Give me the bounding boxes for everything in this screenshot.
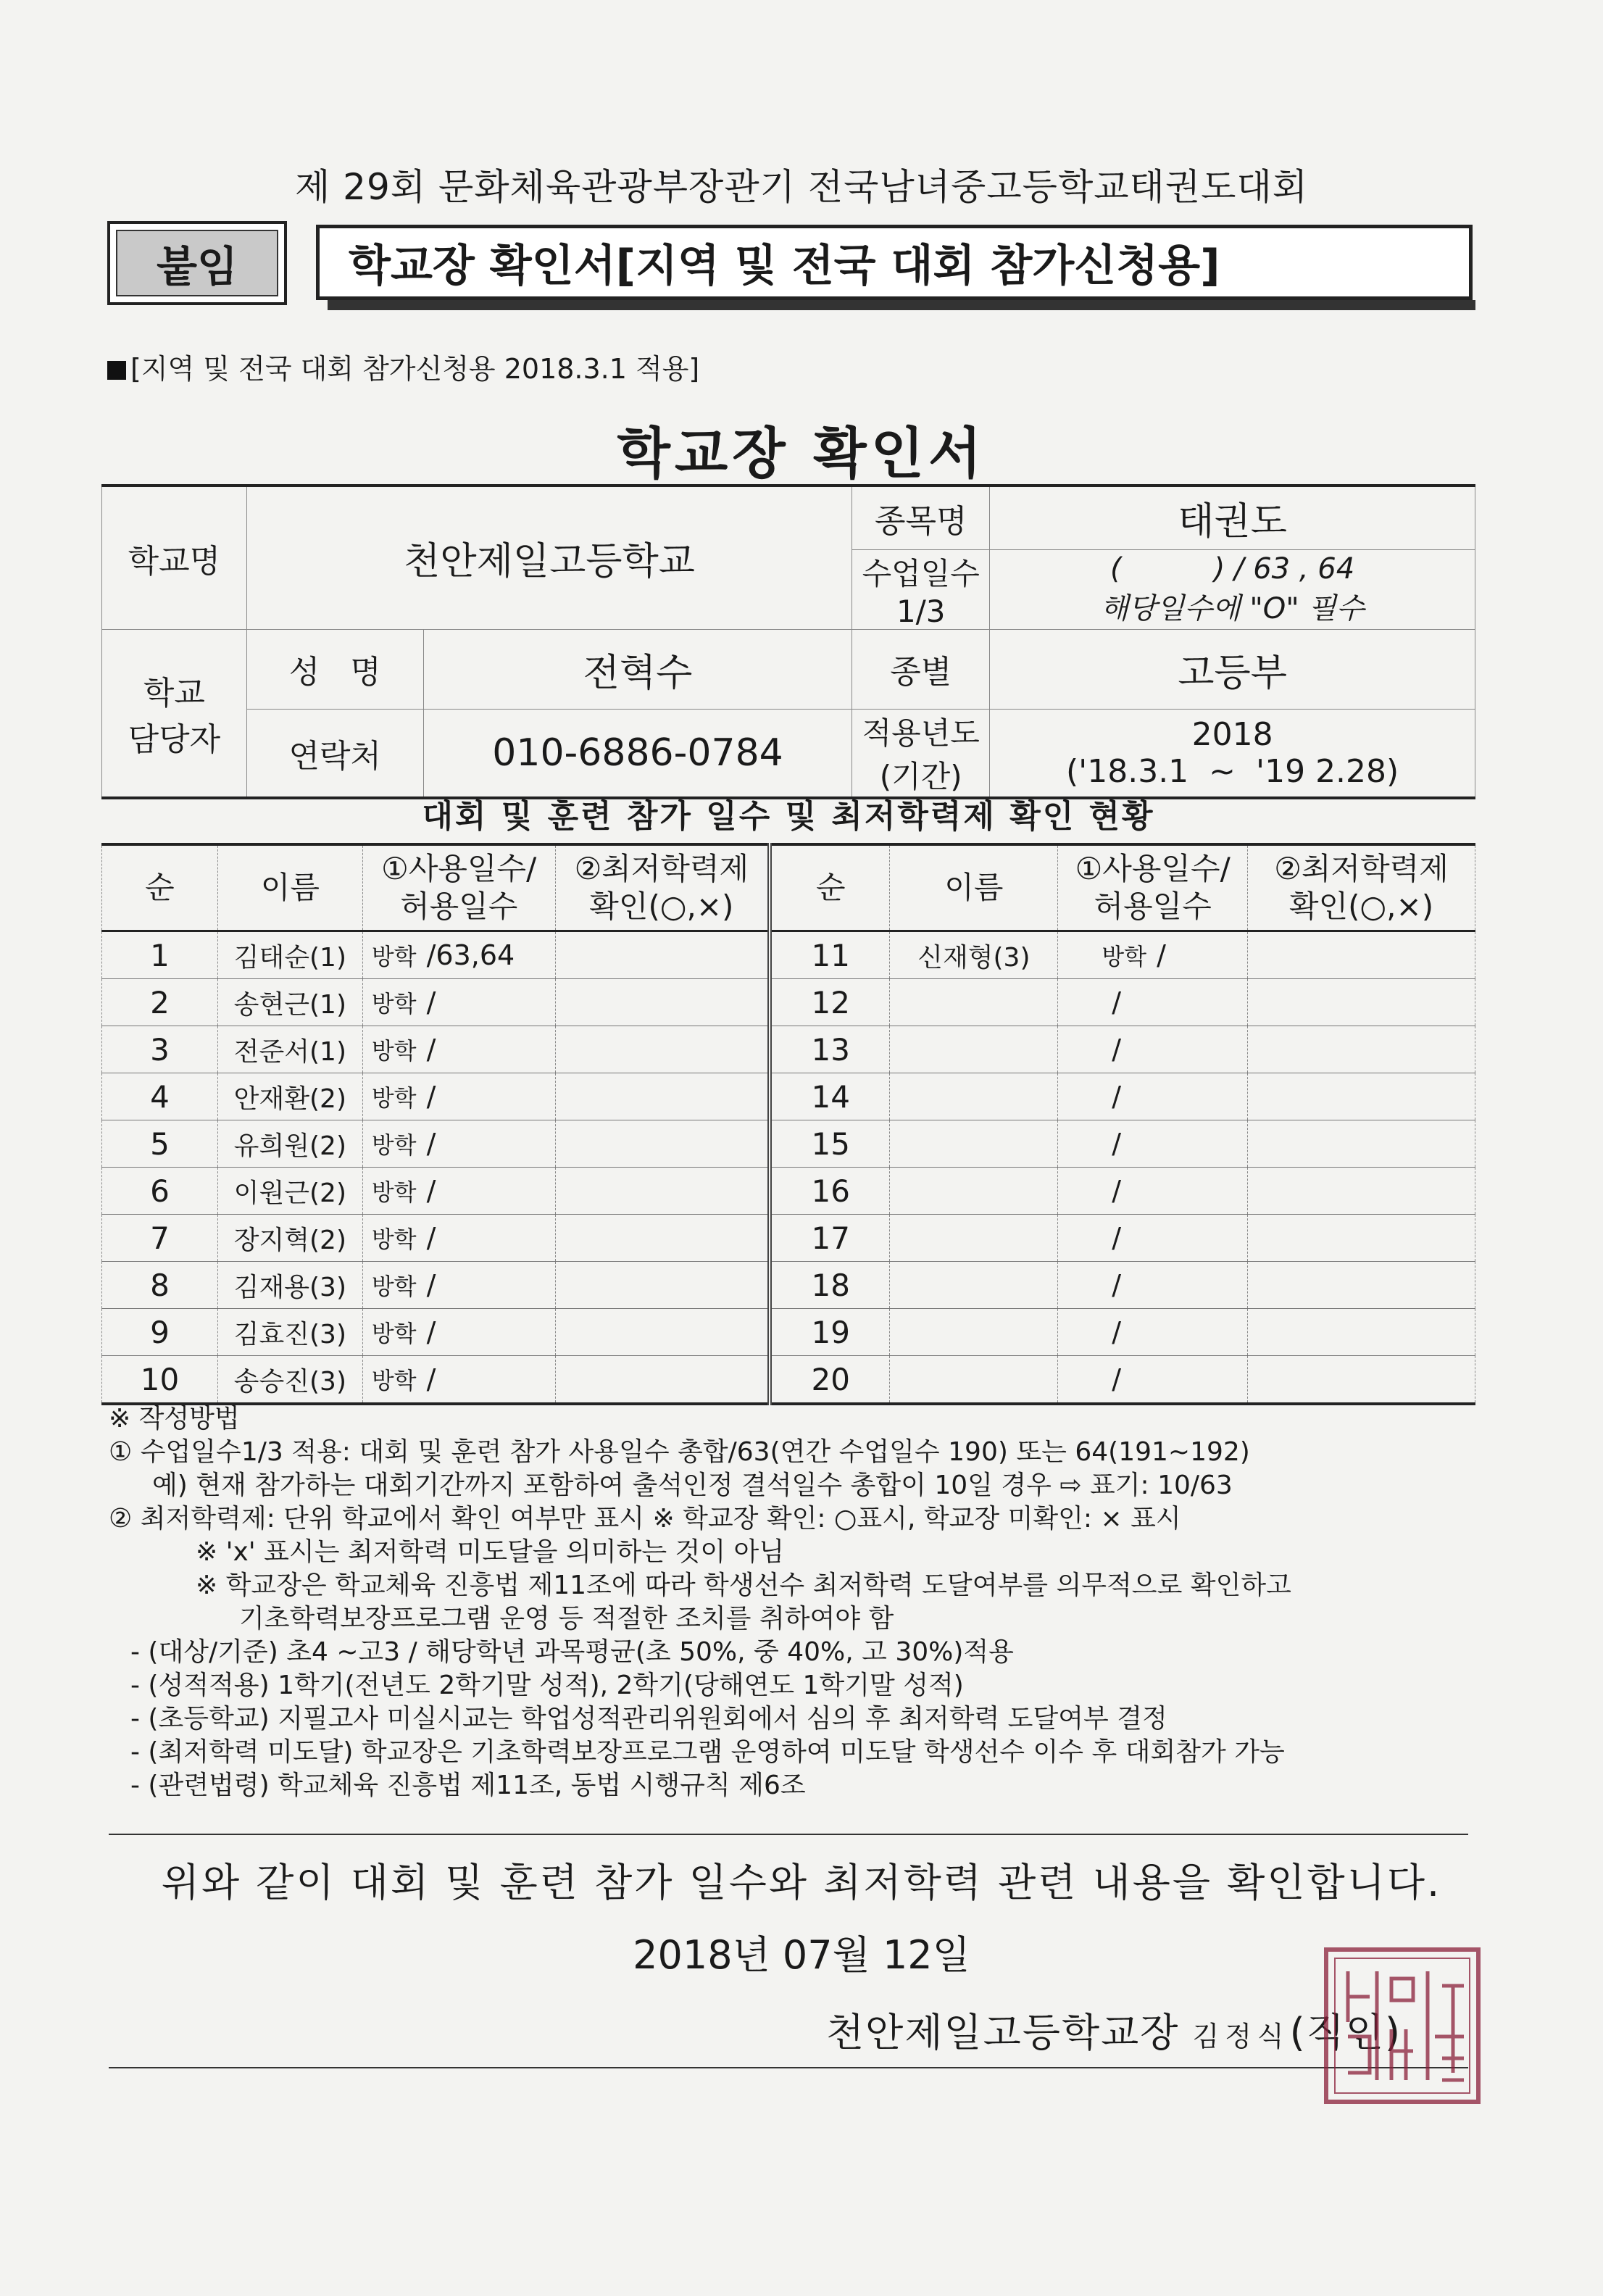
used-days xyxy=(1058,931,1248,979)
category-label: 종별 xyxy=(852,629,990,709)
table-row xyxy=(102,1120,1475,1168)
used-days xyxy=(1058,979,1248,1026)
period-value xyxy=(990,709,1475,798)
bottom-divider xyxy=(109,2067,1468,2068)
note-line: ※ 학교장은 학교체육 진흥법 제11조에 따라 학생선수 최저학력 도달여부를 의무적으로 확인하고 xyxy=(196,1571,1291,1600)
min-achievement-check xyxy=(555,1026,770,1073)
note-line: ① 수업일수1/3 적용: 대회 및 훈련 참가 사용일수 총합/63(연간 수업일수 190) 또는 64(191~192) xyxy=(109,1437,1250,1467)
used-days xyxy=(362,1168,555,1215)
row-no: 14 xyxy=(770,1073,890,1120)
row-no: 6 xyxy=(102,1168,218,1215)
note-line: 기초학력보장프로그램 운영 등 적절한 조치를 취하여야 함 xyxy=(239,1604,894,1634)
days-kind: 방학 xyxy=(371,1178,417,1206)
row-no: 17 xyxy=(770,1215,890,1262)
table-row xyxy=(102,1262,1475,1309)
classdays-label xyxy=(852,549,990,629)
days-kind: 방학 xyxy=(371,990,417,1018)
student-name: 이원근(2) xyxy=(217,1168,362,1215)
contact-label: 연락처 xyxy=(246,709,423,798)
days-value: / xyxy=(426,1033,436,1065)
student-name xyxy=(890,1026,1058,1073)
days-value: / xyxy=(426,986,436,1018)
col-no-right: 순 xyxy=(770,844,890,931)
confirmation-statement: 위와 같이 대회 및 훈련 참가 일수와 최저학력 관련 내용을 확인합니다. xyxy=(161,1860,1442,1905)
days-kind: 방학 xyxy=(371,1367,417,1394)
days-value: / xyxy=(1112,986,1122,1018)
student-name xyxy=(890,1215,1058,1262)
used-days xyxy=(1058,1309,1248,1356)
min-achievement-check xyxy=(1248,1073,1475,1120)
school-info-table xyxy=(101,484,1475,799)
days-kind: 방학 xyxy=(371,1084,417,1112)
days-kind: 방학 xyxy=(371,1273,417,1300)
roster-title: 대회 및 훈련 참가 일수 및 최저학력제 확인 현황 xyxy=(422,798,1155,835)
principal-title: 천안제일고등학교장 xyxy=(826,2010,1180,2055)
sport-label: 종목명 xyxy=(852,486,990,549)
student-name xyxy=(890,1120,1058,1168)
used-days xyxy=(1058,1262,1248,1309)
sport-value: 태권도 xyxy=(990,486,1475,549)
days-value: / xyxy=(426,1269,436,1301)
note-line: - (대상/기준) 초4 ~고3 / 해당학년 과목평균(초 50%, 중 40%, 고 30%)적용 xyxy=(130,1637,1014,1667)
days-value: / xyxy=(1112,1316,1122,1348)
min-achievement-check xyxy=(555,979,770,1026)
table-row xyxy=(102,1026,1475,1073)
min-achievement-check xyxy=(555,1215,770,1262)
row-no: 20 xyxy=(770,1356,890,1405)
min-achievement-check xyxy=(555,1168,770,1215)
min-achievement-check xyxy=(1248,1262,1475,1309)
days-kind: 방학 xyxy=(371,1226,417,1253)
rule-note-text: [지역 및 전국 대회 참가신청용 2018.3.1 적용] xyxy=(130,353,700,385)
used-days xyxy=(1058,1215,1248,1262)
days-kind: 방학 xyxy=(371,1037,417,1065)
header-title: 학교장 확인서[지역 및 전국 대회 참가신청용] xyxy=(316,225,1473,300)
row-no: 1 xyxy=(102,931,218,979)
table-row xyxy=(102,931,1475,979)
days-value: / xyxy=(1112,1175,1122,1207)
days-value: / xyxy=(1112,1269,1122,1301)
attachment-label: 붙임 xyxy=(116,230,278,296)
event-title: 제 29회 문화체육관광부장관기 전국남녀중고등학교태권도대회 xyxy=(294,166,1309,208)
manager-label-2: 담당자 xyxy=(128,720,221,758)
period-label-1: 적용년도 xyxy=(862,715,980,751)
min-achievement-check xyxy=(1248,1215,1475,1262)
school-value: 천안제일고등학교 xyxy=(246,486,852,629)
manager-label-1: 학교 xyxy=(143,674,205,712)
classdays-note: 해당일수에 "O" 필수 xyxy=(1100,591,1365,625)
category-value: 고등부 xyxy=(990,629,1475,709)
used-days xyxy=(1058,1073,1248,1120)
period-label xyxy=(852,709,990,798)
days-value: / xyxy=(426,1081,436,1112)
note-line: - (관련법령) 학교체육 진흥법 제11조, 동법 시행규칙 제6조 xyxy=(130,1771,806,1800)
used-days xyxy=(362,979,555,1026)
official-seal-icon xyxy=(1319,1942,1486,2109)
period-label-2: (기간) xyxy=(879,758,962,794)
used-days xyxy=(362,1215,555,1262)
contact-value: 010-6886-0784 xyxy=(423,709,852,798)
used-days xyxy=(362,1120,555,1168)
roster-table xyxy=(101,843,1475,1405)
student-name: 김재용(3) xyxy=(217,1262,362,1309)
days-value: / xyxy=(1112,1033,1122,1065)
student-name xyxy=(890,1262,1058,1309)
row-no: 9 xyxy=(102,1309,218,1356)
rule-note xyxy=(107,346,699,386)
student-name: 송승진(3) xyxy=(217,1356,362,1405)
student-name: 안재환(2) xyxy=(217,1073,362,1120)
min-achievement-check xyxy=(1248,1026,1475,1073)
student-name: 유희원(2) xyxy=(217,1120,362,1168)
days-value: / xyxy=(426,1128,436,1160)
min-achievement-check xyxy=(555,1073,770,1120)
min-achievement-check xyxy=(1248,1309,1475,1356)
header-shadow xyxy=(328,300,1475,310)
days-value: / xyxy=(1112,1222,1122,1254)
row-no: 19 xyxy=(770,1309,890,1356)
days-value: / xyxy=(426,1222,436,1254)
col-days xyxy=(362,844,555,931)
classdays-label-2: 1/3 xyxy=(896,593,946,629)
notes-divider xyxy=(109,1834,1468,1835)
classdays-cell xyxy=(990,549,1475,629)
days-value: / xyxy=(1157,939,1166,971)
days-value: / xyxy=(1112,1128,1122,1160)
square-bullet-icon xyxy=(107,361,126,380)
col-name: 이름 xyxy=(217,844,362,931)
row-no: 10 xyxy=(102,1356,218,1405)
name-label: 성 명 xyxy=(246,629,423,709)
days-value: /63,64 xyxy=(426,939,515,971)
roster-header-row xyxy=(102,844,1475,931)
used-days xyxy=(362,1356,555,1405)
classdays-label-1: 수업일수 xyxy=(862,555,980,591)
col-days-right-line2: 허용일수 xyxy=(1094,889,1212,924)
days-value: / xyxy=(426,1175,436,1207)
used-days xyxy=(1058,1026,1248,1073)
col-days-right xyxy=(1058,844,1248,931)
row-no: 2 xyxy=(102,979,218,1026)
table-row xyxy=(102,1215,1475,1262)
table-row xyxy=(102,1356,1475,1405)
student-name: 김효진(3) xyxy=(217,1309,362,1356)
col-min-line1: ②최저학력제 xyxy=(574,850,749,886)
days-value: / xyxy=(1112,1363,1122,1395)
table-row xyxy=(102,1168,1475,1215)
min-achievement-check xyxy=(1248,1120,1475,1168)
min-achievement-check xyxy=(555,1309,770,1356)
used-days xyxy=(362,931,555,979)
student-name xyxy=(890,1168,1058,1215)
principal-signature-line xyxy=(826,2002,1402,2058)
days-value: / xyxy=(1112,1081,1122,1112)
row-no: 5 xyxy=(102,1120,218,1168)
row-no: 16 xyxy=(770,1168,890,1215)
note-line: 예) 현재 참가하는 대회기간까지 포함하여 출석인정 결석일수 총합이 10일 경우 ⇨ 표기: 10/63 xyxy=(152,1471,1233,1500)
attachment-tag xyxy=(107,221,287,305)
student-name: 김태순(1) xyxy=(217,931,362,979)
used-days xyxy=(1058,1356,1248,1405)
period-value-2: ('18.3.1 ~ '19 2.28) xyxy=(1065,752,1399,790)
used-days xyxy=(1058,1168,1248,1215)
row-no: 13 xyxy=(770,1026,890,1073)
student-name: 신재형(3) xyxy=(890,931,1058,979)
row-no: 4 xyxy=(102,1073,218,1120)
seal-glyph-strokes xyxy=(1348,1971,1464,2080)
min-achievement-check xyxy=(1248,1168,1475,1215)
principal-name: 김정식 xyxy=(1192,2021,1290,2052)
min-achievement-check xyxy=(555,1120,770,1168)
days-kind: 방학 xyxy=(371,1320,417,1347)
row-no: 12 xyxy=(770,979,890,1026)
row-no: 7 xyxy=(102,1215,218,1262)
col-name-right: 이름 xyxy=(890,844,1058,931)
used-days xyxy=(362,1073,555,1120)
min-achievement-check xyxy=(555,1262,770,1309)
min-achievement-check xyxy=(1248,1356,1475,1405)
days-value: / xyxy=(426,1316,436,1348)
period-value-1: 2018 xyxy=(1191,715,1273,753)
note-line: - (성적적용) 1학기(전년도 2학기말 성적), 2학기(당해연도 1학기말 성적) xyxy=(130,1671,964,1700)
used-days xyxy=(362,1309,555,1356)
student-name: 장지혁(2) xyxy=(217,1215,362,1262)
col-no: 순 xyxy=(102,844,218,931)
note-line: - (최저학력 미도달) 학교장은 기초학력보장프로그램 운영하여 미도달 학생선수 이수 후 대회참가 가능 xyxy=(130,1737,1285,1767)
table-row xyxy=(102,979,1475,1026)
name-value: 전혁수 xyxy=(423,629,852,709)
col-min-line2: 확인(○,×) xyxy=(589,889,734,924)
row-no: 11 xyxy=(770,931,890,979)
col-min-right-line1: ②최저학력제 xyxy=(1274,850,1449,886)
days-kind: 방학 xyxy=(1102,943,1147,970)
student-name: 송현근(1) xyxy=(217,979,362,1026)
student-name xyxy=(890,1309,1058,1356)
note-line: ② 최저학력제: 단위 학교에서 확인 여부만 표시 ※ 학교장 확인: ○표시, 학교장 미확인: × 표시 xyxy=(109,1504,1181,1534)
col-days-line1: ①사용일수/ xyxy=(381,850,537,886)
col-min-right-line2: 확인(○,×) xyxy=(1289,889,1434,924)
min-achievement-check xyxy=(555,1356,770,1405)
student-name xyxy=(890,979,1058,1026)
used-days xyxy=(362,1262,555,1309)
col-days-line2: 허용일수 xyxy=(400,889,518,924)
student-name xyxy=(890,1356,1058,1405)
min-achievement-check xyxy=(1248,931,1475,979)
row-no: 18 xyxy=(770,1262,890,1309)
min-achievement-check xyxy=(555,931,770,979)
issue-date: 2018년 07월 12일 xyxy=(633,1932,970,1978)
writing-instructions xyxy=(109,1402,1486,1802)
note-line: - (초등학교) 지필고사 미실시교는 학업성적관리위원회에서 심의 후 최저학력 도달여부 결정 xyxy=(130,1704,1167,1734)
col-min xyxy=(555,844,770,931)
used-days xyxy=(1058,1120,1248,1168)
note-line: ※ 'x' 표시는 최저학력 미도달을 의미하는 것이 아님 xyxy=(196,1537,785,1567)
days-kind: 방학 xyxy=(371,1131,417,1159)
classdays-value: ( ) / 63 , 64 xyxy=(1109,552,1355,586)
used-days xyxy=(362,1026,555,1073)
manager-label xyxy=(102,629,247,798)
row-no: 3 xyxy=(102,1026,218,1073)
seal-mark: (직인) xyxy=(1289,2010,1402,2055)
note-heading: ※ 작성방법 xyxy=(109,1404,240,1434)
row-no: 15 xyxy=(770,1120,890,1168)
days-kind: 방학 xyxy=(371,943,417,970)
school-label: 학교명 xyxy=(102,486,247,629)
row-no: 8 xyxy=(102,1262,218,1309)
days-value: / xyxy=(426,1363,436,1395)
doc-title: 학교장 확인서 xyxy=(617,421,986,486)
col-days-right-line1: ①사용일수/ xyxy=(1075,850,1231,886)
min-achievement-check xyxy=(1248,979,1475,1026)
student-name xyxy=(890,1073,1058,1120)
table-row xyxy=(102,1073,1475,1120)
student-name: 전준서(1) xyxy=(217,1026,362,1073)
table-row xyxy=(102,1309,1475,1356)
col-min-right xyxy=(1248,844,1475,931)
